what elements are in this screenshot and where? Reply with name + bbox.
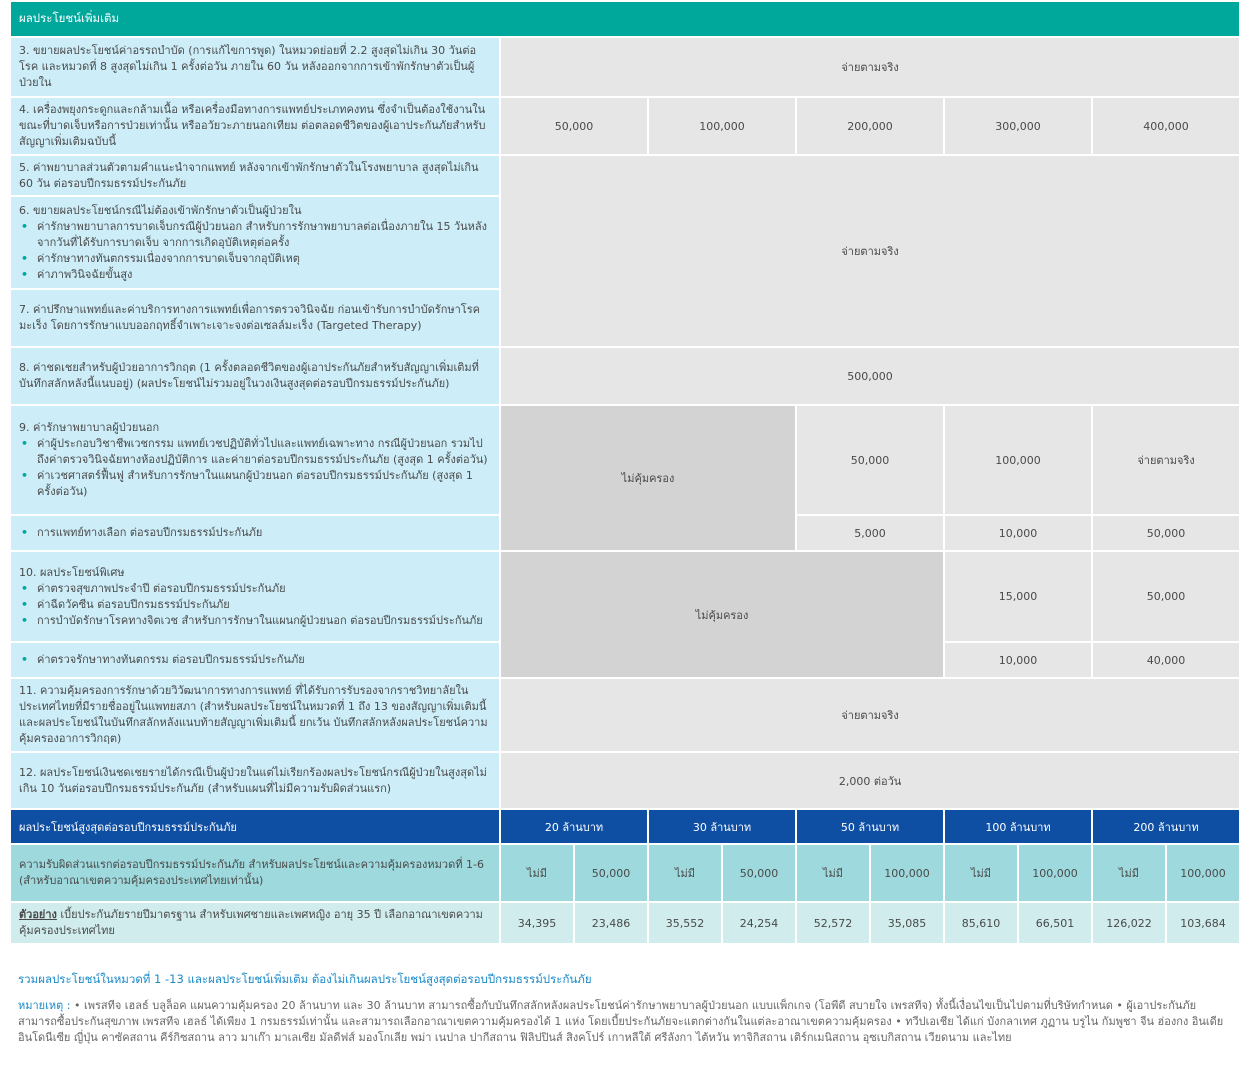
row-9-bullets: [19, 436, 491, 500]
row-9b-value: 5,000: [797, 516, 943, 550]
summary-text: รวมผลประโยชน์ในหมวดที่ 1 -13 และผลประโยชน์เพิ่มเติม ต้องไม่เกินผลประโยชน์สูงสุดต่อรอบปีกรมธรรม์ประกันภัย: [18, 972, 592, 986]
row-4-value: 200,000: [797, 98, 943, 154]
benefits-table: [9, 0, 1241, 945]
row-10b-value: 10,000: [945, 643, 1091, 677]
deductible-value: 100,000: [1019, 845, 1091, 901]
row-4-value: 100,000: [649, 98, 795, 154]
deductible-value: 100,000: [1167, 845, 1239, 901]
plan-header: 200 ล้านบาท: [1093, 810, 1239, 843]
list-item: • การแพทย์ทางเลือก ต่อรอบปีกรมธรรม์ประกันภัย: [19, 525, 491, 541]
row-7-label: 7. ค่าปรึกษาแพทย์และค่าบริการทางการแพทย์เพื่อการตรวจวินิจฉัย ก่อนเข้ารับการบำบัดรักษาโรคมะเร็ง โดยการรักษาแบบออกฤทธิ์จำเพาะเจาะจงต่อเซลล์มะเร็ง (Targeted Therapy): [11, 290, 499, 346]
plan-header: 20 ล้านบาท: [501, 810, 647, 843]
row-9b-value: 10,000: [945, 516, 1091, 550]
row-3-label: 3. ขยายผลประโยชน์ค่าอรรถบำบัด (การแก้ไขการพูด) ในหมวดย่อยที่ 2.2 สูงสุดไม่เกิน 30 วันต่อโรค และหมวดที่ 8 สูงสุดไม่เกิน 1 ครั้งต่อวัน ภายใน 60 วัน หลังออกจากการเข้าพักรักษาตัวเป็นผู้ป่วยใน: [11, 38, 499, 96]
row-4-value: 300,000: [945, 98, 1091, 154]
row-9-value: 50,000: [797, 406, 943, 514]
row-5-7-value: จ่ายตามจริง: [501, 156, 1239, 346]
deductible-value: 50,000: [723, 845, 795, 901]
row-6-title: 6. ขยายผลประโยชน์กรณีไม่ต้องเข้าพักรักษาตัวเป็นผู้ป่วยใน: [19, 203, 302, 217]
max-benefit-label: ผลประโยชน์สูงสุดต่อรอบปีกรมธรรม์ประกันภัย: [11, 810, 499, 843]
premium-value: 85,610: [945, 903, 1017, 943]
premium-value: 35,085: [871, 903, 943, 943]
premium-value: 35,552: [649, 903, 721, 943]
deductible-value: ไม่มี: [945, 845, 1017, 901]
footnote-text: • เพรสทีจ เฮลธ์ บลูล็อค แผนความคุ้มครอง 20 ล้านบาท และ 30 ล้านบาท สามารถซื้อกับบันทึกสลักหลังผลประโยชน์ค่ารักษาพยาบาลผู้ป่วยนอก แบบแพ็กเกจ (โอพีดี สบายใจ เพรสทีจ) ทั้งนี้เงื่อนไขเป็นไปตามที่บริษัทกำหนด • ผู้เอาประกันภัยสามารถซื้อประกันสุขภาพ เพรสทีจ เฮลธ์ ได้เพียง 1 กรมธรรม์เท่านั้น และสามารถเลือกอาณาเขตความคุ้มครองได้ 1 แห่ง โดยเบี้ยประกันภัยจะแตกต่างกันในแต่ละอาณาเขตความคุ้มครอง • ทวีปเอเชีย ได้แก่ บังกลาเทศ ภูฏาน บรูไน กัมพูชา จีน ฮ่องกง อินเดีย อินโดนีเซีย ญี่ปุ่น คาซัคสถาน คีร์กิซสถาน ลาว มาเก๊า มาเลเซีย มัลดีฟส์ มองโกเลีย พม่า เนปาล ปากีสถาน ฟิลิปปินส์ สิงคโปร์ เกาหลีใต้ ศรีลังกา ไต้หวัน ทาจิกิสถาน เติร์กเมนิสถาน อุซเบกิสถาน เวียดนาม และไทย: [18, 999, 1224, 1044]
row-4-value: 50,000: [501, 98, 647, 154]
list-item: • ค่าเวชศาสตร์ฟื้นฟู สำหรับการรักษาในแผนกผู้ป่วยนอก ต่อรอบปีกรมธรรม์ประกันภัย (สูงสุด 1 ครั้งต่อวัน): [19, 468, 491, 500]
row-8-label: 8. ค่าชดเชยสำหรับผู้ป่วยอาการวิกฤต (1 ครั้งตลอดชีวิตของผู้เอาประกันภัยสำหรับสัญญาเพิ่มเติมที่บันทึกสลักหลังนี้แนบอยู่) (ผลประโยชน์ไม่รวมอยู่ในวงเงินสูงสุดต่อรอบปีกรมธรรม์ประกันภัย): [11, 348, 499, 404]
list-item: • การบำบัดรักษาโรคทางจิตเวช สำหรับการรักษาในแผนกผู้ป่วยนอก ต่อรอบปีกรมธรรม์ประกันภัย: [19, 613, 491, 629]
row-11-label: 11. ความคุ้มครองการรักษาด้วยวิวัฒนาการทางการแพทย์ ที่ได้รับการรับรองจากราชวิทยาลัยในประเทศไทยที่มีรายชื่ออยู่ในแพทยสภา (สำหรับผลประโยชน์ในหมวดที่ 1 ถึง 13 ของสัญญาเพิ่มเติมนี้ และผลประโยชน์ในบันทึกสลักหลังแนบท้ายสัญญาเพิ่มเติมนี้ ยกเว้น บันทึกสลักหลังผลประโยชน์ความคุ้มครองอาการวิกฤต): [11, 679, 499, 751]
row-9-label: [11, 406, 499, 514]
row-3-value: จ่ายตามจริง: [501, 38, 1239, 96]
premium-value: 23,486: [575, 903, 647, 943]
premium-value: 103,684: [1167, 903, 1239, 943]
row-10-value: 50,000: [1093, 552, 1239, 641]
deductible-value: ไม่มี: [501, 845, 573, 901]
row-10b-value: 40,000: [1093, 643, 1239, 677]
deductible-label: ความรับผิดส่วนแรกต่อรอบปีกรมธรรม์ประกันภัย สำหรับผลประโยชน์และความคุ้มครองหมวดที่ 1-6 (สำหรับอาณาเขตความคุ้มครองประเทศไทยเท่านั้น): [11, 845, 499, 901]
deductible-value: ไม่มี: [649, 845, 721, 901]
list-item: • ค่าตรวจรักษาทางทันตกรรม ต่อรอบปีกรมธรรม์ประกันภัย: [19, 652, 491, 668]
premium-value: 66,501: [1019, 903, 1091, 943]
row-12-value: 2,000 ต่อวัน: [501, 753, 1239, 808]
list-item: • ค่าฉีดวัคซีน ต่อรอบปีกรมธรรม์ประกันภัย: [19, 597, 491, 613]
deductible-value: ไม่มี: [797, 845, 869, 901]
list-item: • ค่าตรวจสุขภาพประจำปี ต่อรอบปีกรมธรรม์ประกันภัย: [19, 581, 491, 597]
row-10-title: 10. ผลประโยชน์พิเศษ: [19, 565, 125, 579]
row-9-title: 9. ค่ารักษาพยาบาลผู้ป่วยนอก: [19, 421, 160, 434]
plan-header: 30 ล้านบาท: [649, 810, 795, 843]
example-label: [11, 903, 499, 943]
plan-header: 50 ล้านบาท: [797, 810, 943, 843]
deductible-value: 100,000: [871, 845, 943, 901]
list-item: • ค่ารักษาทางทันตกรรมเนื่องจากการบาดเจ็บจากอุบัติเหตุ: [19, 251, 491, 267]
premium-value: 34,395: [501, 903, 573, 943]
deductible-value: 50,000: [575, 845, 647, 901]
section-title: ผลประโยชน์เพิ่มเติม: [19, 11, 120, 25]
footnote: [18, 998, 1234, 1046]
row-8-value: 500,000: [501, 348, 1239, 404]
premium-value: 52,572: [797, 903, 869, 943]
list-item: • ค่าผู้ประกอบวิชาชีพเวชกรรม แพทย์เวชปฏิบัติทั่วไปและแพทย์เฉพาะทาง กรณีผู้ป่วยนอก รวมไปถึงค่าตรวจวินิจฉัยทางห้องปฏิบัติการ และค่ายาต่อรอบปีกรมธรรม์ประกันภัย (สูงสุด 1 ครั้งต่อวัน): [19, 436, 491, 468]
row-5-label: 5. ค่าพยาบาลส่วนตัวตามคำแนะนำจากแพทย์ หลังจากเข้าพักรักษาตัวในโรงพยาบาล สูงสุดไม่เกิน 60 วัน ต่อรอบปีกรมธรรม์ประกันภัย: [11, 156, 499, 195]
row-4-value: 400,000: [1093, 98, 1239, 154]
row-9-value: จ่ายตามจริง: [1093, 406, 1239, 514]
section-header: [11, 2, 1239, 36]
row-10-bullets: [19, 581, 491, 629]
row-11-value: จ่ายตามจริง: [501, 679, 1239, 751]
list-item: • ค่ารักษาพยาบาลการบาดเจ็บกรณีผู้ป่วยนอก สำหรับการรักษาพยาบาลต่อเนื่องภายใน 15 วันหลังจากวันที่ได้รับการบาดเจ็บ จากการเกิดอุบัติเหตุต่อครั้ง: [19, 219, 491, 251]
row-10-value: 15,000: [945, 552, 1091, 641]
row-9-not-covered: ไม่คุ้มครอง: [501, 406, 795, 550]
row-6-label: [11, 197, 499, 288]
example-label-bold: ตัวอย่าง: [19, 908, 57, 921]
row-9b-value: 50,000: [1093, 516, 1239, 550]
deductible-value: ไม่มี: [1093, 845, 1165, 901]
premium-value: 126,022: [1093, 903, 1165, 943]
plan-header: 100 ล้านบาท: [945, 810, 1091, 843]
row-12-label: 12. ผลประโยชน์เงินชดเชยรายได้กรณีเป็นผู้ป่วยในแต่ไม่เรียกร้องผลประโยชน์กรณีผู้ป่วยในสูงสุดไม่เกิน 10 วันต่อรอบปีกรมธรรม์ประกันภัย (สำหรับแผนที่ไม่มีความรับผิดส่วนแรก): [11, 753, 499, 808]
premium-value: 24,254: [723, 903, 795, 943]
row-9b-label: [11, 516, 499, 550]
row-9-value: 100,000: [945, 406, 1091, 514]
row-10-not-covered: ไม่คุ้มครอง: [501, 552, 943, 677]
row-6-bullets: [19, 219, 491, 283]
row-10b-label: [11, 643, 499, 677]
list-item: • ค่าภาพวินิจฉัยขั้นสูง: [19, 267, 491, 283]
footnote-label: หมายเหตุ :: [18, 999, 71, 1012]
example-label-text: เบี้ยประกันภัยรายปีมาตรฐาน สำหรับเพศชายและเพศหญิง อายุ 35 ปี เลือกอาณาเขตความคุ้มครองประเทศไทย: [19, 908, 483, 937]
row-4-label: 4. เครื่องพยุงกระดูกและกล้ามเนื้อ หรือเครื่องมือทางการแพทย์ประเภทคงทน ซึ่งจำเป็นต้องใช้งานในขณะที่บาดเจ็บหรือการป่วยเท่านั้น หรืออวัยวะภายนอกเทียม ต่อตลอดชีวิตของผู้เอาประกันภัยสำหรับสัญญาเพิ่มเติมฉบับนี้: [11, 98, 499, 154]
row-10-label: [11, 552, 499, 641]
